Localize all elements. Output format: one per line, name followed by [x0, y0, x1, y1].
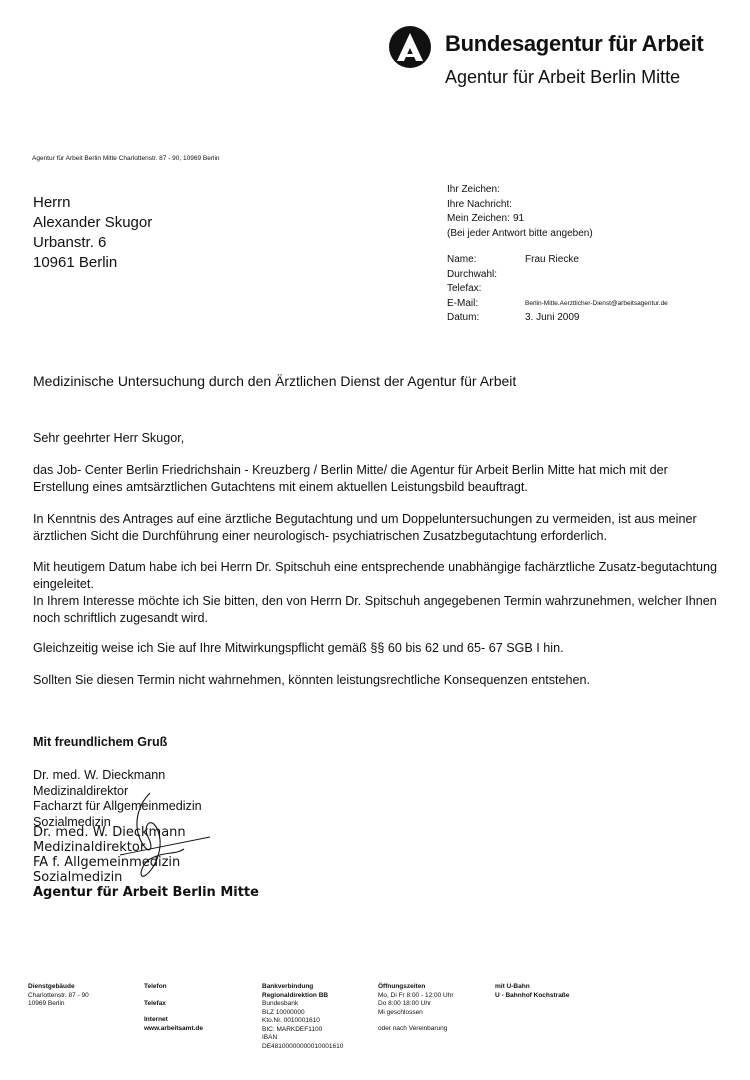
meta-label: Telefax:	[447, 283, 482, 294]
footer-address	[28, 983, 89, 1009]
org-name: Bundesagentur für Arbeit	[445, 31, 704, 56]
footer-transit	[495, 983, 569, 1000]
signature-line: Dr. med. W. Dieckmann	[33, 768, 166, 782]
signature-line: Sozialmedizin	[33, 814, 111, 829]
meta-label: Datum:	[447, 312, 480, 323]
body-paragraph: Gleichzeitig weise ich Sie auf Ihre Mitwirkungspflicht gemäß §§ 60 bis 62 und 65- 67 SGB I hin.	[33, 641, 564, 655]
salutation: Sehr geehrter Herr Skugor,	[33, 431, 185, 445]
org-subtitle: Agentur für Arbeit Berlin Mitte	[445, 67, 681, 87]
footer-link[interactable]: www.arbeitsamt.de	[144, 1024, 203, 1032]
date-value: 3. Juni 2009	[525, 312, 580, 323]
email-value: Berlin-Mitte.Aerztlicher-Dienst@arbeitsagentur.de	[525, 299, 668, 307]
footer-contact	[144, 983, 203, 1033]
letter-subject: Medizinische Untersuchung durch den Ärztlichen Dienst der Agentur für Arbeit	[33, 373, 517, 389]
meta-label: (Bei jeder Antwort bitte angeben)	[447, 227, 593, 239]
footer-heading: Bankverbindung	[262, 983, 314, 990]
footer-line: Charlottenstr. 87 - 90	[28, 991, 89, 999]
meta-value: 91	[513, 213, 525, 224]
footer-line: Regionaldirektion BB	[262, 991, 329, 999]
footer-line: oder nach Vereinbarung	[378, 1025, 448, 1032]
recipient-address	[33, 193, 152, 273]
recipient-line: 10961 Berlin	[33, 254, 118, 271]
stamp-line: Medizinaldirektor	[33, 840, 146, 855]
signature-line: Facharzt für Allgemeinmedizin	[33, 799, 202, 813]
meta-label: Ihre Nachricht:	[447, 198, 513, 210]
body-paragraph: Mit heutigem Datum habe ich bei Herrn Dr. Spitschuh eine entsprechende unabhängige fachärztliche Zusatz-begutachtung eingeleitet.	[33, 560, 717, 591]
footer-line: Mi geschlossen	[378, 1008, 423, 1016]
stamp-line: Sozialmedizin	[33, 870, 123, 885]
meta-label: Durchwahl:	[447, 268, 498, 280]
stamp-org: Agentur für Arbeit Berlin Mitte	[33, 885, 259, 900]
footer-line: Kto.Nr. 0010001610	[262, 1017, 320, 1024]
footer-line: IBAN	[262, 1034, 278, 1041]
footer-heading: Telefon	[144, 983, 167, 990]
body-paragraph: In Kenntnis des Antrages auf eine ärztliche Begutachtung und um Doppeluntersuchungen zu vermeiden, ist aus meiner ärztlichen Sicht die Durchführung einer neurologisch- psychiatrischen Zusatzbegutachtung erforderlich.	[33, 512, 697, 543]
body-paragraph: In Ihrem Interesse möchte ich Sie bitten, den von Herrn Dr. Spitschuh angegebenen Termin wahrzunehmen, welcher Ihnen noch schriftlich zugesandt wird.	[33, 594, 717, 625]
footer-spacer	[378, 1017, 454, 1025]
footer-heading: Telefax	[144, 999, 166, 1007]
meta-label: Mein Zeichen:	[447, 213, 510, 224]
closing: Mit freundlichem Gruß	[33, 735, 168, 749]
sender-return-address: Agentur für Arbeit Berlin Mitte Charlottenstr. 87 - 90, 10969 Berlin	[32, 155, 220, 162]
footer-bank	[262, 983, 343, 1051]
recipient-line: Alexander Skugor	[33, 214, 153, 231]
recipient-line: Herrn	[33, 194, 71, 211]
signature-line: Medizinaldirektor	[33, 783, 129, 798]
footer-line: U - Bahnhof Kochstraße	[495, 991, 570, 999]
footer-heading: mit U-Bahn	[495, 983, 530, 990]
footer-heading: Dienstgebäude	[28, 983, 75, 990]
meta-label: Ihr Zeichen:	[447, 184, 500, 195]
footer-line: DE48100000000010001610	[262, 1042, 344, 1050]
meta-label: Name:	[447, 254, 477, 265]
stamp-line: FA f. Allgemeinmedizin	[33, 855, 181, 870]
stamp-line: Dr. med. W. Dieckmann	[33, 825, 186, 840]
meta-value: Frau Riecke	[525, 254, 579, 265]
footer-line: BIC: MARKDEF1100	[262, 1025, 323, 1033]
body-paragraph: Sollten Sie diesen Termin nicht wahrnehmen, könnten leistungsrechtliche Konsequenzen entstehen.	[33, 673, 591, 687]
agency-logo-icon	[388, 25, 432, 69]
footer-heading: Internet	[144, 1016, 168, 1023]
meta-label: E-Mail:	[447, 297, 479, 309]
footer-hours	[378, 983, 454, 1034]
footer-line: 10969 Berlin	[28, 1000, 65, 1007]
footer-line: Do 8:00 18:00 Uhr	[378, 1000, 432, 1007]
footer-line: BLZ 10000000	[262, 1008, 305, 1016]
footer-heading: Öffnungszeiten	[378, 983, 426, 990]
recipient-line: Urbanstr. 6	[33, 234, 107, 251]
footer-line: Mo, Di Fr 8:00 - 12:00 Uhr	[378, 991, 454, 999]
body-paragraph: das Job- Center Berlin Friedrichshain - Kreuzberg / Berlin Mitte/ die Agentur für Arbeit Berlin Mitte hat mich mit der Erstellung eines amtsärztlichen Gutachtens mit einem aktuellen Leistungsbild beauftragt.	[33, 463, 668, 494]
handwritten-signature-icon	[80, 785, 250, 905]
footer-line: Bundesbank	[262, 1000, 299, 1007]
